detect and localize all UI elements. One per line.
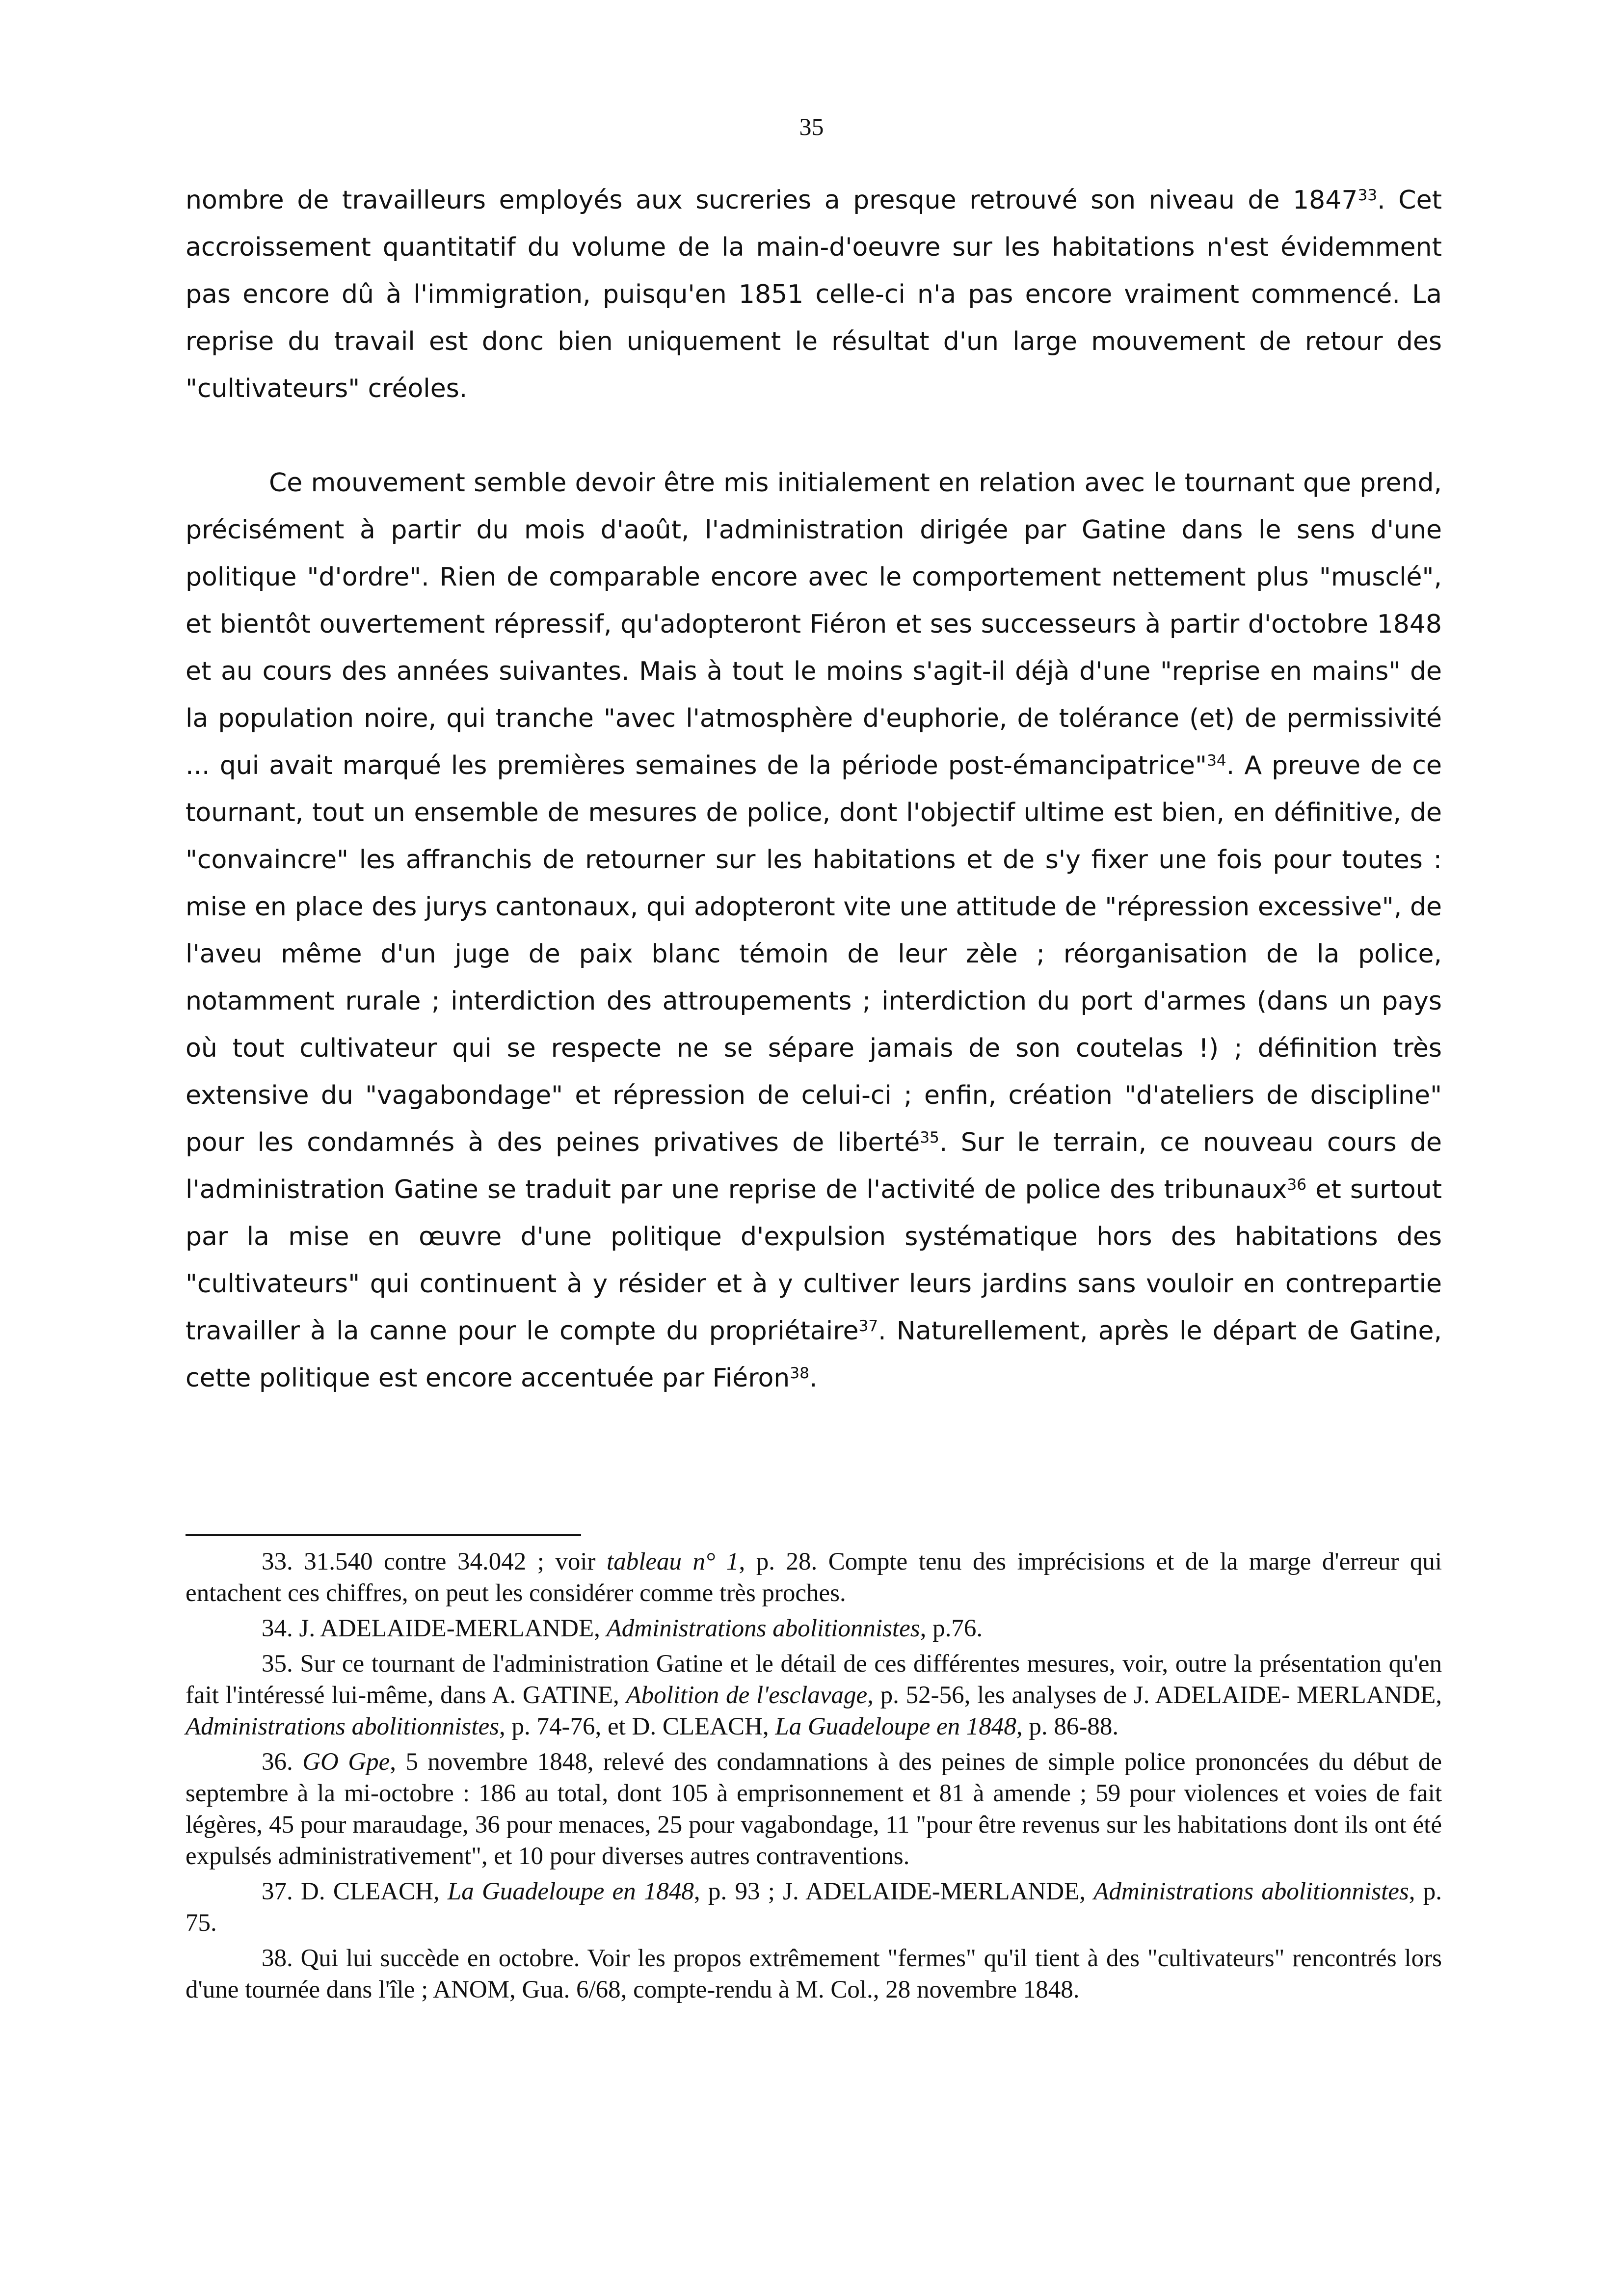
footnote-separator <box>186 1534 581 1536</box>
footnote-ref-34[interactable]: 34 <box>1207 751 1226 770</box>
text-run: Ce mouvement semble devoir être mis initialement en relation avec le tournant que prend, précisément à partir du mois d'août, l'administration dirigée par Gatine dans le sens d'une politique "d'ordre". Rien de comparable encore avec le comportement nettement plus "musclé", et bientôt ouvertement répressif, qu'adopteront Fiéron et ses successeurs à partir d'octobre 1848 et au cours des années suivantes. Mais à tout le moins s'agit-il déjà d'une "reprise en mains" de la population noire, qui tranche "avec l'atmosphère d'euphorie, de tolérance (et) de permissivité ... qui avait marqué les premières semaines de la période post-émancipatrice" <box>186 468 1442 780</box>
italic-run: tableau n° 1 <box>607 1548 739 1575</box>
footnote-36 <box>186 1746 1442 1872</box>
italic-run: Abolition de l'esclavage <box>626 1682 868 1709</box>
footnote-38 <box>186 1943 1442 2005</box>
footnote-37 <box>186 1876 1442 1939</box>
text-run: , p. 75. <box>186 1878 1442 1937</box>
italic-run: Administrations abolitionnistes <box>186 1713 499 1740</box>
text-run: . A preuve de ce tournant, tout un ensemble de mesures de police, dont l'objectif ultime est bien, en définitive, de "convaincre" les affranchis de retourner sur les habitations et de s'y fixer une fois pour toutes : mise en place des jurys cantonaux, qui adopteront vite une attitude de "répression excessive", de l'aveu même d'un juge de paix blanc témoin de leur zèle ; réorganisation de la police, notamment rurale ; interdiction des attroupements ; interdiction du port d'armes (dans un pays où tout cultivateur qui se respecte ne se sépare jamais de son coutelas !) ; définition très extensive du "vagabondage" et répression de celui-ci ; enfin, création "d'ateliers de discipline" pour les condamnés à des peines privatives de liberté <box>186 751 1442 1157</box>
footnote-ref-33[interactable]: 33 <box>1357 186 1378 204</box>
text-run: . Naturellement, après le départ de Gatine, cette politique est encore accentuée par Fiéron <box>186 1316 1442 1393</box>
paragraph-spacer <box>186 412 1442 459</box>
page-number: 35 <box>799 113 824 140</box>
text-run: 36. <box>262 1748 303 1776</box>
text-run: . Cet accroissement quantitatif du volume de la main-d'oeuvre sur les habitations n'est évidemment pas encore dû à l'immigration, puisqu'en 1851 celle-ci n'a pas encore vraiment commencé. La reprise du travail est donc bien uniquement le résultat d'un large mouvement de retour des "cultivateurs" créoles. <box>186 186 1442 403</box>
italic-run: La Guadeloupe en 1848 <box>775 1713 1016 1740</box>
text-run: nombre de travailleurs employés aux sucreries a presque retrouvé son niveau de 1847 <box>186 186 1358 215</box>
text-run: , 5 novembre 1848, relevé des condamnations à des peines de simple police prononcées du début de septembre à la mi-octobre : 186 au total, dont 105 à emprisonnement et 81 à amende ; 59 pour violences et voies de fait légères, 45 pour maraudage, 36 pour menaces, 25 pour vagabondage, 11 "pour être revenus sur les habitations dont ils ont été expulsés administrativement", et 10 pour diverses autres contraventions. <box>186 1748 1442 1870</box>
text-run: 34. J. ADELAIDE-MERLANDE, <box>262 1615 607 1642</box>
text-run: , p. 28. Compte tenu des imprécisions et de la marge d'erreur qui entachent ces chiffres, on peut les considérer comme très proches. <box>186 1548 1442 1607</box>
text-run: , p. 93 ; J. ADELAIDE-MERLANDE, <box>693 1878 1094 1905</box>
text-run: , p. 86-88. <box>1016 1713 1119 1740</box>
italic-run: Administrations abolitionnistes <box>606 1615 920 1642</box>
text-run: 35. Sur ce tournant de l'administration Gatine et le détail de ces différentes mesures, voir, outre la présentation qu'en fait l'intéressé lui-même, dans A. GATINE, <box>186 1650 1442 1709</box>
text-run: , p.76. <box>920 1615 983 1642</box>
text-run: . <box>809 1363 818 1393</box>
italic-run: La Guadeloupe en 1848 <box>447 1878 694 1905</box>
footnote-ref-35[interactable]: 35 <box>920 1128 939 1147</box>
italic-run: GO Gpe <box>302 1748 390 1776</box>
footnotes <box>186 1546 1442 2009</box>
text-run: . Sur le terrain, ce nouveau cours de l'administration Gatine se traduit par une reprise de l'activité de police des tribunaux <box>186 1128 1442 1204</box>
text-run: , p. 52-56, les analyses de J. ADELAIDE- MERLANDE, <box>867 1682 1442 1709</box>
text-run: 37. D. CLEACH, <box>262 1878 448 1905</box>
paragraph-2 <box>186 459 1442 1402</box>
text-run: et surtout par la mise en œuvre d'une politique d'expulsion systématique hors des habitations des "cultivateurs" qui continuent à y résider et à y cultiver leurs jardins sans vouloir en contrepartie travailler à la canne pour le compte du propriétaire <box>186 1175 1442 1346</box>
footnote-33 <box>186 1546 1442 1609</box>
footnote-34 <box>186 1613 1442 1644</box>
text-run: , p. 74-76, et D. CLEACH, <box>499 1713 775 1740</box>
footnote-ref-38[interactable]: 38 <box>790 1364 809 1382</box>
text-run: 33. 31.540 contre 34.042 ; voir <box>262 1548 607 1575</box>
main-text <box>186 177 1442 1402</box>
text-run: 38. Qui lui succède en octobre. Voir les propos extrêmement "fermes" qu'il tient à des "cultivateurs" rencontrés lors d'une tournée dans l'île ; ANOM, Gua. 6/68, compte-rendu à M. Col., 28 novembre 1848. <box>186 1945 1442 2003</box>
footnote-ref-36[interactable]: 36 <box>1287 1175 1307 1194</box>
footnote-35 <box>186 1648 1442 1742</box>
italic-run: Administrations abolitionnistes <box>1093 1878 1409 1905</box>
footnote-ref-37[interactable]: 37 <box>858 1317 878 1335</box>
paragraph-1 <box>186 177 1442 412</box>
